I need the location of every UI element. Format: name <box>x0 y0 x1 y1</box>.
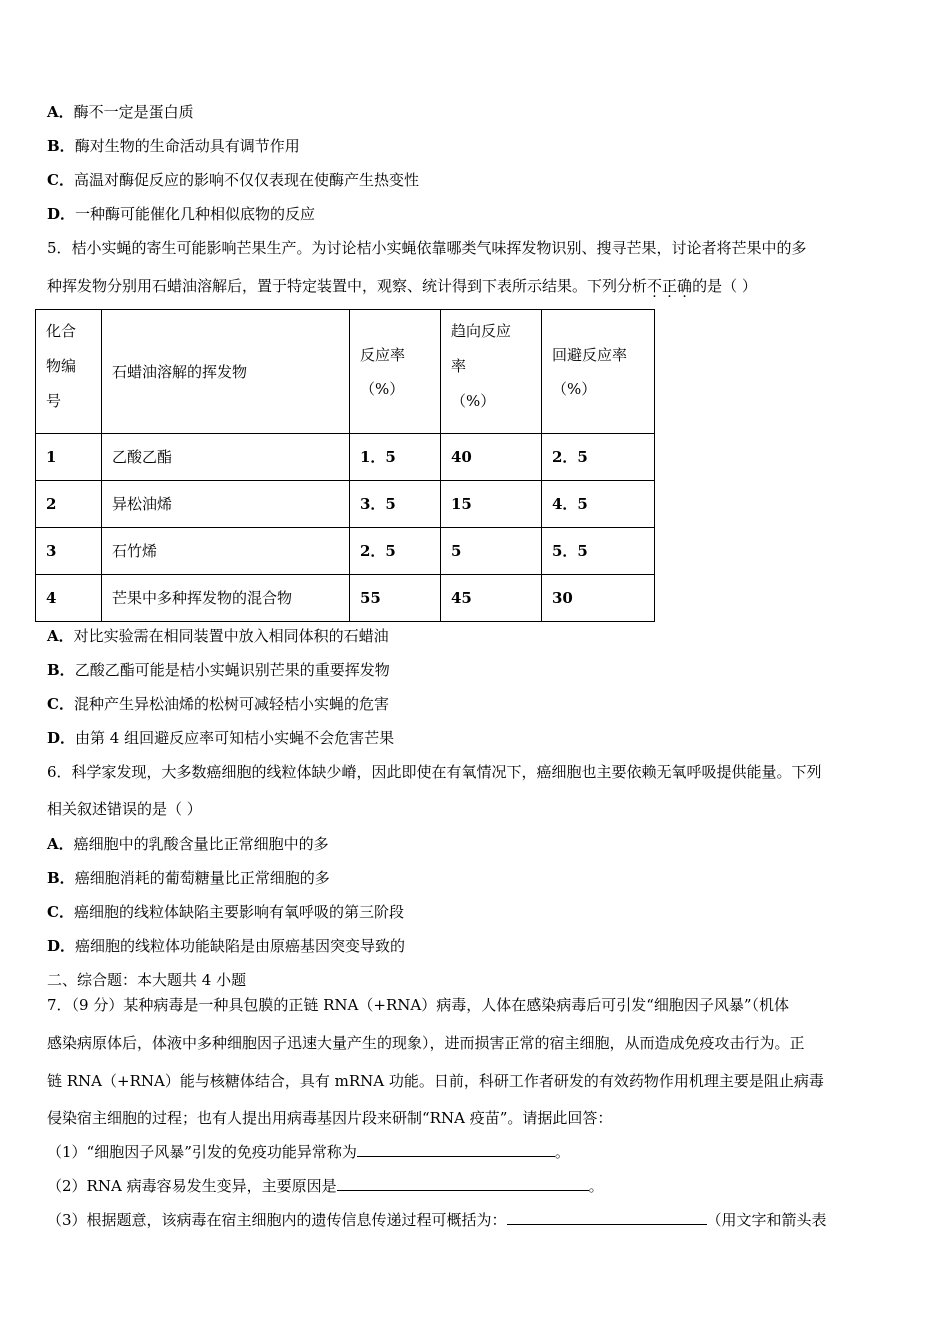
header-volatile: 石蜡油溶解的挥发物 <box>102 310 350 434</box>
q4-option-a: A．酶不一定是蛋白质 <box>47 103 194 121</box>
q7-subquestion-3: （3）根据题意，该病毒在宿主细胞内的遗传信息传递过程可概括为： （用文字和箭头表 <box>47 1211 827 1229</box>
answer-blank[interactable] <box>507 1210 707 1225</box>
q7-subquestion-1: （1）“细胞因子风暴”引发的免疫功能异常称为 。 <box>47 1143 570 1161</box>
table-row: 2 异松油烯 3．5 15 4．5 <box>36 481 655 528</box>
q5-option-a: A．对比实验需在相同装置中放入相同体积的石蜡油 <box>47 627 389 645</box>
header-compound-id: 化合 物编 号 <box>36 310 102 434</box>
q7-subquestion-2: （2）RNA 病毒容易发生变异，主要原因是 。 <box>47 1177 604 1195</box>
q6-option-c: C．癌细胞的线粒体缺陷主要影响有氧呼吸的第三阶段 <box>47 903 404 921</box>
emphasis-char: 正 <box>662 277 678 295</box>
emphasis-char: 确 <box>677 277 693 295</box>
q5-option-d: D．由第 4 组回避反应率可知桔小实蝇不会危害芒果 <box>47 729 395 747</box>
header-attraction-rate: 趋向反应 率 （%） <box>441 310 542 434</box>
header-avoidance-rate: 回避反应率 （%） <box>542 310 655 434</box>
q6-option-b: B．癌细胞消耗的葡萄糖量比正常细胞的多 <box>47 869 330 887</box>
q4-option-b: B．酶对生物的生命活动具有调节作用 <box>47 137 300 155</box>
q7-stem-line4: 侵染宿主细胞的过程；也有人提出用病毒基因片段来研制“RNA 疫苗”。请据此回答： <box>47 1109 613 1127</box>
section-heading: 二、综合题：本大题共 4 小题 <box>47 971 247 989</box>
table-row: 3 石竹烯 2．5 5 5．5 <box>36 528 655 575</box>
q5-results-table <box>35 309 655 622</box>
q5-option-c: C．混种产生异松油烯的松树可减轻桔小实蝇的危害 <box>47 695 389 713</box>
table-row: 4 芒果中多种挥发物的混合物 55 45 30 <box>36 575 655 622</box>
table-header-row <box>36 310 655 434</box>
q6-option-a: A．癌细胞中的乳酸含量比正常细胞中的多 <box>47 835 329 853</box>
q4-option-d: D．一种酶可能催化几种相似底物的反应 <box>47 205 316 223</box>
q6-stem-line1: 6．科学家发现，大多数癌细胞的线粒体缺少嵴，因此即使在有氧情况下，癌细胞也主要依赖无氧呼吸提供能量。下列 <box>47 763 822 781</box>
table-row: 1 乙酸乙酯 1．5 40 2．5 <box>36 434 655 481</box>
q6-stem-line2: 相关叙述错误的是（ ） <box>47 800 202 818</box>
q6-option-d: D．癌细胞的线粒体功能缺陷是由原癌基因突变导致的 <box>47 937 406 955</box>
answer-blank[interactable] <box>357 1142 555 1157</box>
q5-stem-line2: 种挥发物分别用石蜡油溶解后，置于特定装置中，观察、统计得到下表所示结果。下列分析不正确的是（ ） <box>47 277 757 295</box>
answer-blank[interactable] <box>337 1176 589 1191</box>
q7-stem-line3: 链 RNA（+RNA）能与核糖体结合，具有 mRNA 功能。日前，科研工作者研发的有效药物作用机理主要是阻止病毒 <box>47 1072 824 1090</box>
header-response-rate: 反应率 （%） <box>350 310 441 434</box>
q5-option-b: B．乙酸乙酯可能是桔小实蝇识别芒果的重要挥发物 <box>47 661 390 679</box>
q4-option-c: C．高温对酶促反应的影响不仅仅表现在使酶产生热变性 <box>47 171 419 189</box>
q5-stem-line1: 5．桔小实蝇的寄生可能影响芒果生产。为讨论桔小实蝇依靠哪类气味挥发物识别、搜寻芒果，讨论者将芒果中的多 <box>47 239 807 257</box>
q7-stem-line1: 7．（9 分）某种病毒是一种具包膜的正链 RNA（+RNA）病毒，人体在感染病毒后可引发“细胞因子风暴”（机体 <box>47 996 790 1014</box>
q7-stem-line2: 感染病原体后，体液中多种细胞因子迅速大量产生的现象），进而损害正常的宿主细胞，从而造成免疫攻击行为。正 <box>47 1034 805 1052</box>
emphasis-char: 不 <box>647 277 663 295</box>
